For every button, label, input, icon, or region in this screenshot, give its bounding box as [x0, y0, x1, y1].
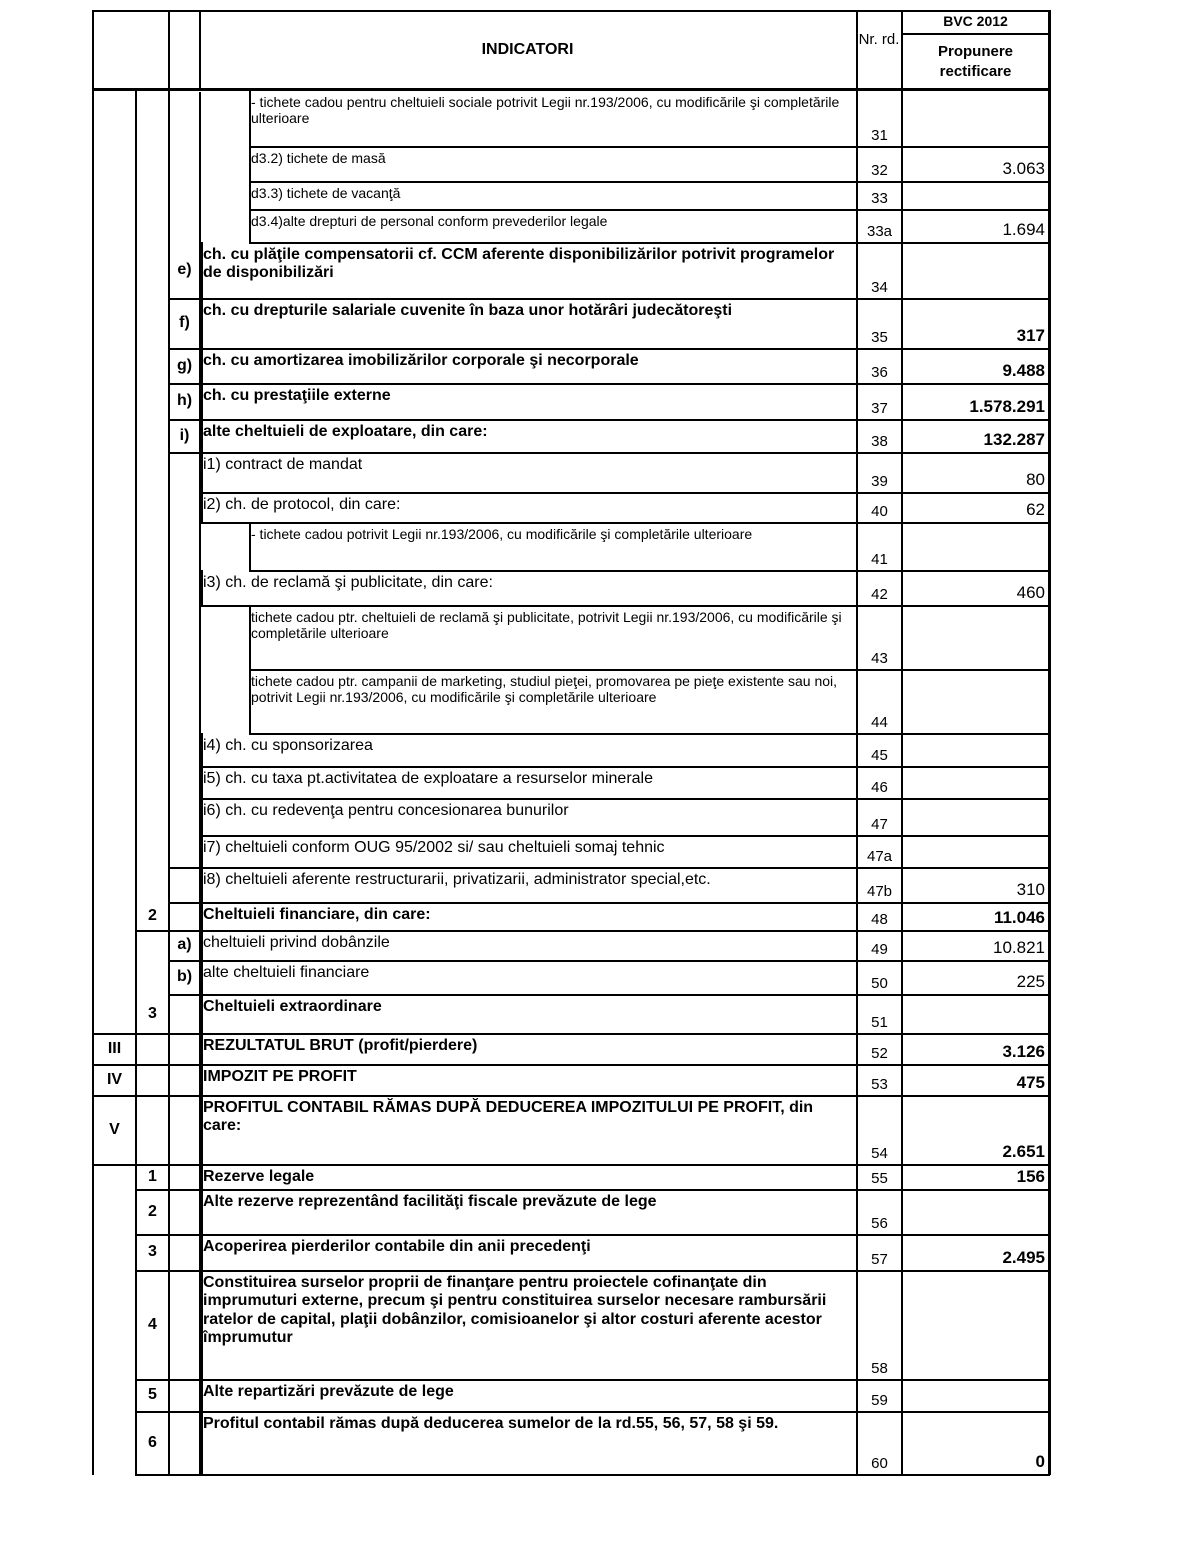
row-code-c2: 3 — [148, 1243, 157, 1260]
row-code-c2: 2 — [148, 907, 157, 924]
row-bottom-border — [201, 348, 1050, 350]
code-cell-border — [135, 1411, 169, 1413]
row-value: 317 — [1016, 326, 1045, 345]
row-label: Cheltuieli extraordinare — [203, 998, 382, 1015]
code-cell-border — [168, 1189, 201, 1191]
row-value: 475 — [1016, 1073, 1045, 1092]
row-bottom-border — [201, 1474, 1050, 1476]
row-label: i5) ch. cu taxa pt.activitatea de exploatare a resurselor minerale — [203, 770, 654, 787]
row-number: 47 — [871, 816, 888, 833]
row-bottom-border — [201, 798, 1050, 800]
row-number: 33a — [866, 223, 893, 240]
code-cell-border — [168, 1270, 201, 1272]
header-col3-border — [199, 10, 201, 90]
row-value: 156 — [1016, 1167, 1045, 1186]
row-bottom-border — [201, 1411, 1050, 1413]
row-number: 47b — [866, 883, 893, 900]
row-label: ch. cu plăţile compensatorii cf. CCM aferente disponibilizărilor potrivit programelor de disponibilizări — [203, 246, 835, 282]
row-code-c3: a) — [177, 936, 192, 953]
row-label: IMPOZIT PE PROFIT — [203, 1068, 357, 1085]
code-cell-border — [168, 1379, 201, 1381]
code-cell-border — [168, 1164, 201, 1166]
header-nr-rd: Nr. rd. — [858, 31, 900, 48]
row-label: i4) ch. cu sponsorizarea — [203, 737, 373, 754]
row-code-c1: III — [107, 1039, 122, 1057]
row-value: 1.578.291 — [969, 397, 1045, 416]
row-code-c2: 4 — [148, 1315, 157, 1333]
row-bottom-border — [249, 209, 1050, 211]
code-cell-border — [168, 930, 201, 932]
row-code-c3: g) — [176, 356, 193, 374]
value-col-left-border — [901, 10, 903, 1475]
row-bottom-border — [201, 960, 1050, 962]
row-value: 3.063 — [1002, 159, 1045, 178]
code-cell-border — [168, 1474, 201, 1476]
row-bottom-border — [201, 994, 1050, 996]
row-code-c3: i) — [179, 426, 190, 444]
row-label: Alte rezerve reprezentând facilităţi fiscale prevăzute de lege — [203, 1193, 657, 1210]
row-number: 34 — [871, 279, 888, 296]
row-number: 56 — [871, 1215, 888, 1232]
row-label: REZULTATUL BRUT (profit/pierdere) — [203, 1037, 478, 1054]
right-border — [1048, 10, 1051, 1475]
row-number: 48 — [871, 911, 888, 928]
row-bottom-border — [249, 146, 1050, 148]
row-number: 53 — [871, 1076, 888, 1093]
row-label: i7) cheltuieli conform OUG 95/2002 si/ sau cheltuieli somaj tehnic — [203, 839, 665, 856]
row-code-c1: V — [109, 1120, 120, 1138]
row-number: 51 — [871, 1014, 888, 1031]
row-label: - tichete cadou pentru cheltuieli sociale potrivit Legii nr.193/2006, cu modificările şi completările ulterioare — [251, 94, 840, 127]
row-label: Constituirea surselor proprii de finanţare pentru proiectele cofinanţate din imprumuturi externe, precum şi pentru constituirea surselor necesare rambursării ratelor de capital, plaţii dobânzilor, comisioanelor şi altor costuri aferente acestor împrumutur — [203, 1274, 827, 1347]
row-bottom-border — [201, 902, 1050, 904]
row-label: i1) contract de mandat — [203, 456, 363, 473]
row-number: 37 — [871, 400, 888, 417]
row-bottom-border — [201, 1234, 1050, 1236]
row-label: tichete cadou ptr. cheltuieli de reclamă şi publicitate, potrivit Legii nr.193/2006, cu modificările şi completările ulterioare — [251, 609, 842, 642]
header-top-border — [92, 10, 1051, 12]
row-bottom-border — [201, 419, 1050, 421]
row-label: Cheltuieli financiare, din care: — [203, 906, 431, 923]
col1-border — [135, 88, 137, 1475]
row-number: 46 — [871, 779, 888, 796]
row-number: 55 — [871, 1170, 888, 1187]
row-bottom-border — [201, 1164, 1050, 1166]
row-number: 47a — [866, 848, 893, 865]
header-subdivider — [902, 33, 1050, 35]
row-bottom-border — [201, 522, 1050, 524]
row-bottom-border — [201, 452, 1050, 454]
row-bottom-border — [201, 867, 1050, 869]
row-label: cheltuieli privind dobânzile — [203, 934, 390, 951]
row-value: 1.694 — [1002, 220, 1045, 239]
row-number: 38 — [871, 433, 888, 450]
row-bottom-border — [201, 1379, 1050, 1381]
row-label: alte cheltuieli financiare — [203, 964, 370, 981]
code-cell-border — [92, 1164, 136, 1166]
row-bottom-border — [249, 733, 1050, 735]
row-label: tichete cadou ptr. campanii de marketing, studiul pieţei, promovarea pe pieţe existente sau noi, potrivit Legii nr.193/2006, cu modificările şi completările ulterioare — [251, 673, 838, 706]
row-value: 10.821 — [993, 938, 1045, 957]
row-number: 41 — [871, 551, 888, 568]
header-col2-border — [168, 10, 170, 90]
row-code-c3: f) — [179, 314, 190, 331]
row-label: Alte repartizări prevăzute de lege — [203, 1383, 454, 1400]
code-cell-border — [168, 1095, 201, 1097]
row-value: 62 — [1026, 500, 1045, 519]
row-bottom-border — [249, 570, 1050, 572]
row-bottom-border — [201, 605, 1050, 607]
code-cell-border — [168, 902, 201, 904]
row-value: 310 — [1016, 880, 1045, 899]
row-code-c1: IV — [106, 1070, 123, 1088]
left-border — [92, 10, 94, 1475]
row-label: PROFITUL CONTABIL RĂMAS DUPĂ DEDUCEREA IMPOZITULUI PE PROFIT, din care: — [203, 1099, 814, 1135]
row-code-c2: 1 — [148, 1167, 157, 1185]
row-bottom-border — [201, 383, 1050, 385]
row-number: 59 — [871, 1392, 888, 1409]
col2-border — [168, 88, 170, 1475]
code-cell-border — [135, 1234, 169, 1236]
code-cell-border — [135, 1033, 169, 1035]
code-cell-border — [168, 298, 201, 300]
code-cell-border — [135, 1064, 169, 1066]
code-cell-border — [135, 1379, 169, 1381]
row-label: ch. cu amortizarea imobilizărilor corporale şi necorporale — [203, 352, 639, 369]
row-bottom-border — [201, 1189, 1050, 1191]
row-value: 9.488 — [1002, 361, 1045, 380]
row-bottom-border — [249, 669, 1050, 671]
row-code-c3: h) — [176, 392, 193, 409]
row-number: 49 — [871, 941, 888, 958]
row-bottom-border — [201, 766, 1050, 768]
row-value: 11.046 — [993, 908, 1045, 927]
code-cell-border — [168, 1064, 201, 1066]
row-bottom-border — [201, 1064, 1050, 1066]
row-code-c2: 5 — [148, 1386, 157, 1403]
row-label: ch. cu prestaţiile externe — [203, 387, 391, 404]
row-bottom-border — [201, 492, 1050, 494]
row-number: 60 — [871, 1455, 888, 1472]
row-value: 460 — [1016, 583, 1045, 602]
header-propunere: Propunere rectificare — [937, 43, 1013, 80]
row-code-c2: 2 — [148, 1202, 157, 1220]
row-number: 31 — [871, 127, 888, 144]
row-label: alte cheltuieli de exploatare, din care: — [203, 423, 488, 440]
row-number: 39 — [871, 473, 888, 490]
row-number: 54 — [871, 1145, 888, 1162]
header-indicatori: INDICATORI — [481, 41, 574, 58]
row-bottom-border — [201, 835, 1050, 837]
row-bottom-border — [201, 1033, 1050, 1035]
row-number: 43 — [871, 650, 888, 667]
row-bottom-border — [201, 298, 1050, 300]
row-value: 80 — [1026, 470, 1045, 489]
row-number: 45 — [871, 747, 888, 764]
row-value: 225 — [1016, 972, 1045, 991]
row-code-c3: e) — [177, 261, 192, 278]
row-bottom-border — [201, 930, 1050, 932]
row-label: d3.3) tichete de vacanţă — [251, 185, 401, 201]
row-value: 0 — [1035, 1452, 1045, 1471]
row-label: - tichete cadou potrivit Legii nr.193/2006, cu modificările şi completările ulterioare — [251, 526, 753, 542]
row-number: 33 — [871, 190, 888, 207]
col3-border — [199, 244, 201, 1475]
row-bottom-border — [201, 1270, 1050, 1272]
row-number: 52 — [871, 1045, 888, 1062]
row-number: 40 — [871, 503, 888, 520]
code-cell-border — [135, 1474, 169, 1476]
row-bottom-border — [201, 1095, 1050, 1097]
row-code-c2: 6 — [148, 1433, 157, 1451]
row-number: 42 — [871, 586, 888, 603]
code-cell-border — [168, 383, 201, 385]
code-cell-border — [135, 1164, 169, 1166]
row-label: i6) ch. cu redevenţa pentru concesionarea bunurilor — [203, 802, 569, 819]
code-cell-border — [135, 1095, 169, 1097]
code-cell-border — [168, 348, 201, 350]
row-number: 57 — [871, 1251, 888, 1268]
row-bottom-border — [249, 242, 1050, 244]
row-code-c3: b) — [176, 968, 193, 985]
row-number: 50 — [871, 975, 888, 992]
row-label: ch. cu drepturile salariale cuvenite în baza unor hotărâri judecătoreşti — [203, 302, 733, 319]
code-cell-border — [168, 960, 201, 962]
code-cell-border — [135, 1189, 169, 1191]
code-cell-border — [92, 1064, 136, 1066]
row-value: 3.126 — [1002, 1042, 1045, 1061]
row-bottom-border — [249, 181, 1050, 183]
row-code-c2: 3 — [148, 1004, 157, 1022]
row-label: d3.2) tichete de masă — [251, 150, 386, 166]
code-cell-border — [168, 1411, 201, 1413]
code-cell-border — [135, 1270, 169, 1272]
row-label: Acoperirea pierderilor contabile din anii precedenţi — [203, 1238, 591, 1255]
code-cell-border — [168, 1234, 201, 1236]
row-number: 36 — [871, 364, 888, 381]
row-value: 2.651 — [1002, 1142, 1045, 1161]
row-label: d3.4)alte drepturi de personal conform prevederilor legale — [251, 213, 608, 229]
row-value: 132.287 — [983, 430, 1045, 449]
row-number: 32 — [871, 162, 888, 179]
row-value: 2.495 — [1002, 1248, 1045, 1267]
code-cell-border — [168, 452, 201, 454]
col3-border-top — [199, 92, 201, 244]
header-bottom-border — [92, 88, 1051, 91]
code-cell-border — [92, 1095, 136, 1097]
row-label: i3) ch. de reclamă şi publicitate, din care: — [203, 574, 493, 591]
code-cell-border — [168, 419, 201, 421]
row-label: i8) cheltuieli aferente restructurarii, privatizarii, administrator special,etc. — [203, 871, 711, 888]
code-cell-border — [135, 930, 169, 932]
code-cell-border — [168, 994, 201, 996]
header-bvc: BVC 2012 — [943, 13, 1008, 29]
row-label: i2) ch. de protocol, din care: — [203, 496, 401, 513]
code-cell-border — [168, 1033, 201, 1035]
code-cell-border — [92, 1033, 136, 1035]
row-number: 58 — [871, 1360, 888, 1377]
row-number: 44 — [871, 714, 888, 731]
row-label: Profitul contabil rămas după deducerea sumelor de la rd.55, 56, 57, 58 şi 59. — [203, 1415, 779, 1432]
code-cell-border — [168, 867, 201, 869]
row-label: Rezerve legale — [203, 1168, 315, 1185]
row-number: 35 — [871, 329, 888, 346]
